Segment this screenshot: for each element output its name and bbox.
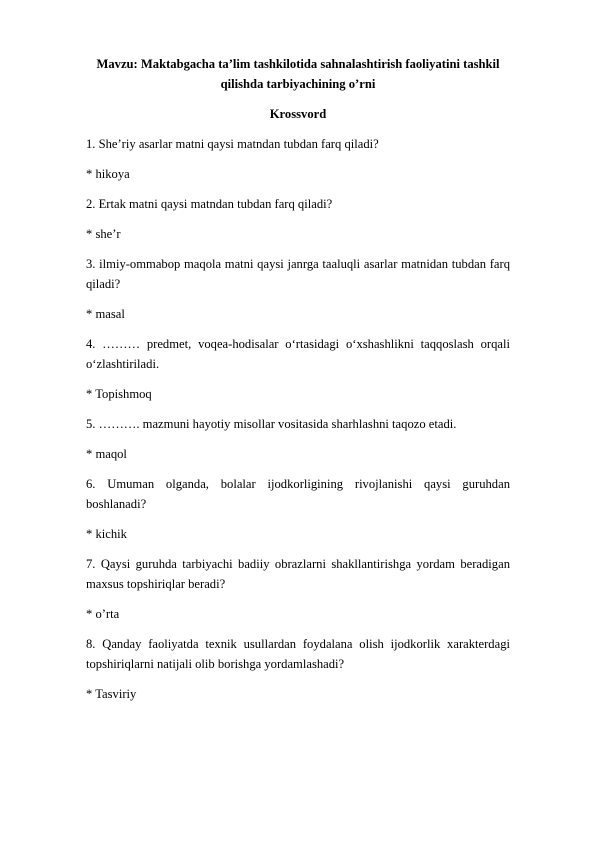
answer-3: * masal (86, 307, 125, 321)
answer-5: * maqol (86, 447, 127, 461)
question-8: 8. Qanday faoliyatda texnik usullardan foydalana olish ijodkorlik xarakterdagi topshiriqlarni natijali olib borishga yordamlashadi? (86, 637, 510, 671)
answer-2: * she’r (86, 227, 121, 241)
question-3: 3. ilmiy-ommabop maqola matni qaysi janrga taaluqli asarlar matnidan tubdan farq qiladi? (86, 257, 510, 291)
question-7: 7. Qaysi guruhda tarbiyachi badiiy obrazlarni shakllantirishga yordam beradigan maxsus topshiriqlar beradi? (86, 557, 510, 591)
document-page (86, 54, 510, 704)
answer-6: * kichik (86, 527, 127, 541)
document-subtitle: Krossvord (269, 107, 327, 121)
question-5: 5. ………. mazmuni hayotiy misollar vositasida sharhlashni taqozo etadi. (86, 417, 457, 431)
question-1: 1. She’riy asarlar matni qaysi matndan tubdan farq qiladi? (86, 137, 379, 151)
answer-4: * Topishmoq (86, 387, 152, 401)
question-4: 4. ……… predmet, voqea-hodisalar o‘rtasidagi o‘xshashlikni taqqoslash orqali o‘zlashtiriladi. (86, 337, 510, 371)
answer-1: * hikoya (86, 167, 130, 181)
answer-8: * Tasviriy (86, 687, 137, 701)
question-2: 2. Ertak matni qaysi matndan tubdan farq qiladi? (86, 197, 333, 211)
document-title: Mavzu: Maktabgacha ta’lim tashkilotida sahnalashtirish faoliyatini tashkil qilishda tarbiyachining o’rni (96, 57, 500, 91)
answer-7: * o’rta (86, 607, 120, 621)
question-6: 6. Umuman olganda, bolalar ijodkorligining rivojlanishi qaysi guruhdan boshlanadi? (86, 477, 510, 511)
